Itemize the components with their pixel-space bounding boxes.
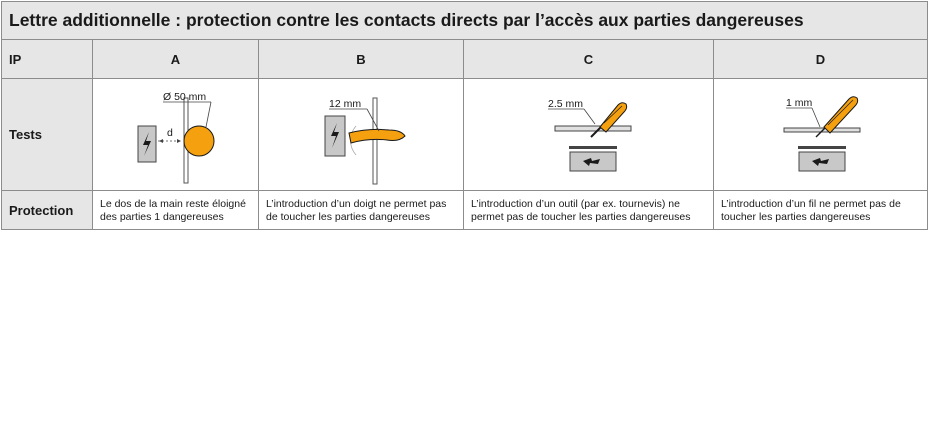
header-c: C — [464, 40, 714, 78]
barrier — [373, 98, 377, 184]
protection-c: L’introduction d’un outil (par ex. tournevis) ne permet pas de toucher les parties dangereuses — [464, 191, 714, 229]
tool-test-illustration — [464, 79, 714, 190]
protection-label: Protection — [2, 191, 93, 229]
barrier-plate — [555, 126, 631, 131]
test-c-cell — [464, 79, 714, 190]
finger-size-label: 12 mm — [329, 98, 362, 110]
distance-label: d — [167, 127, 173, 139]
contact-plate — [798, 146, 846, 149]
tests-label: Tests — [2, 79, 93, 190]
tests-row — [2, 79, 927, 191]
header-row — [2, 40, 927, 79]
test-a-cell — [93, 79, 259, 190]
header-d: D — [815, 51, 826, 67]
protection-d: L’introduction d’un fil ne permet pas de toucher les parties dangereuses — [721, 198, 901, 223]
contact-plate — [569, 146, 617, 149]
tool-size-label: 2.5 mm — [548, 98, 584, 110]
diameter-label: Ø 50 mm — [163, 91, 207, 103]
sphere-test-illustration — [93, 79, 259, 190]
wire-test-illustration — [714, 79, 927, 190]
protection-a: Le dos de la main reste éloigné des parties 1 dangereuses — [93, 191, 259, 229]
wire-size-label: 1 mm — [786, 97, 813, 109]
test-sphere — [184, 126, 214, 156]
leader-line — [206, 102, 211, 127]
header-a: A — [93, 40, 259, 78]
header-ip: IP — [2, 40, 93, 78]
header-b: B — [259, 40, 464, 78]
finger-test-illustration — [259, 79, 464, 190]
leader-line — [812, 108, 820, 127]
protection-b: L’introduction d’un doigt ne permet pas de toucher les parties dangereuses — [259, 191, 464, 229]
leader-line — [584, 109, 595, 124]
ip-table — [1, 1, 928, 230]
protection-row — [2, 191, 927, 229]
test-d-cell — [714, 79, 927, 190]
test-b-cell — [259, 79, 464, 190]
table-title: Lettre additionnelle : protection contre les contacts directs par l’accès aux parties dangereuses — [2, 2, 927, 40]
